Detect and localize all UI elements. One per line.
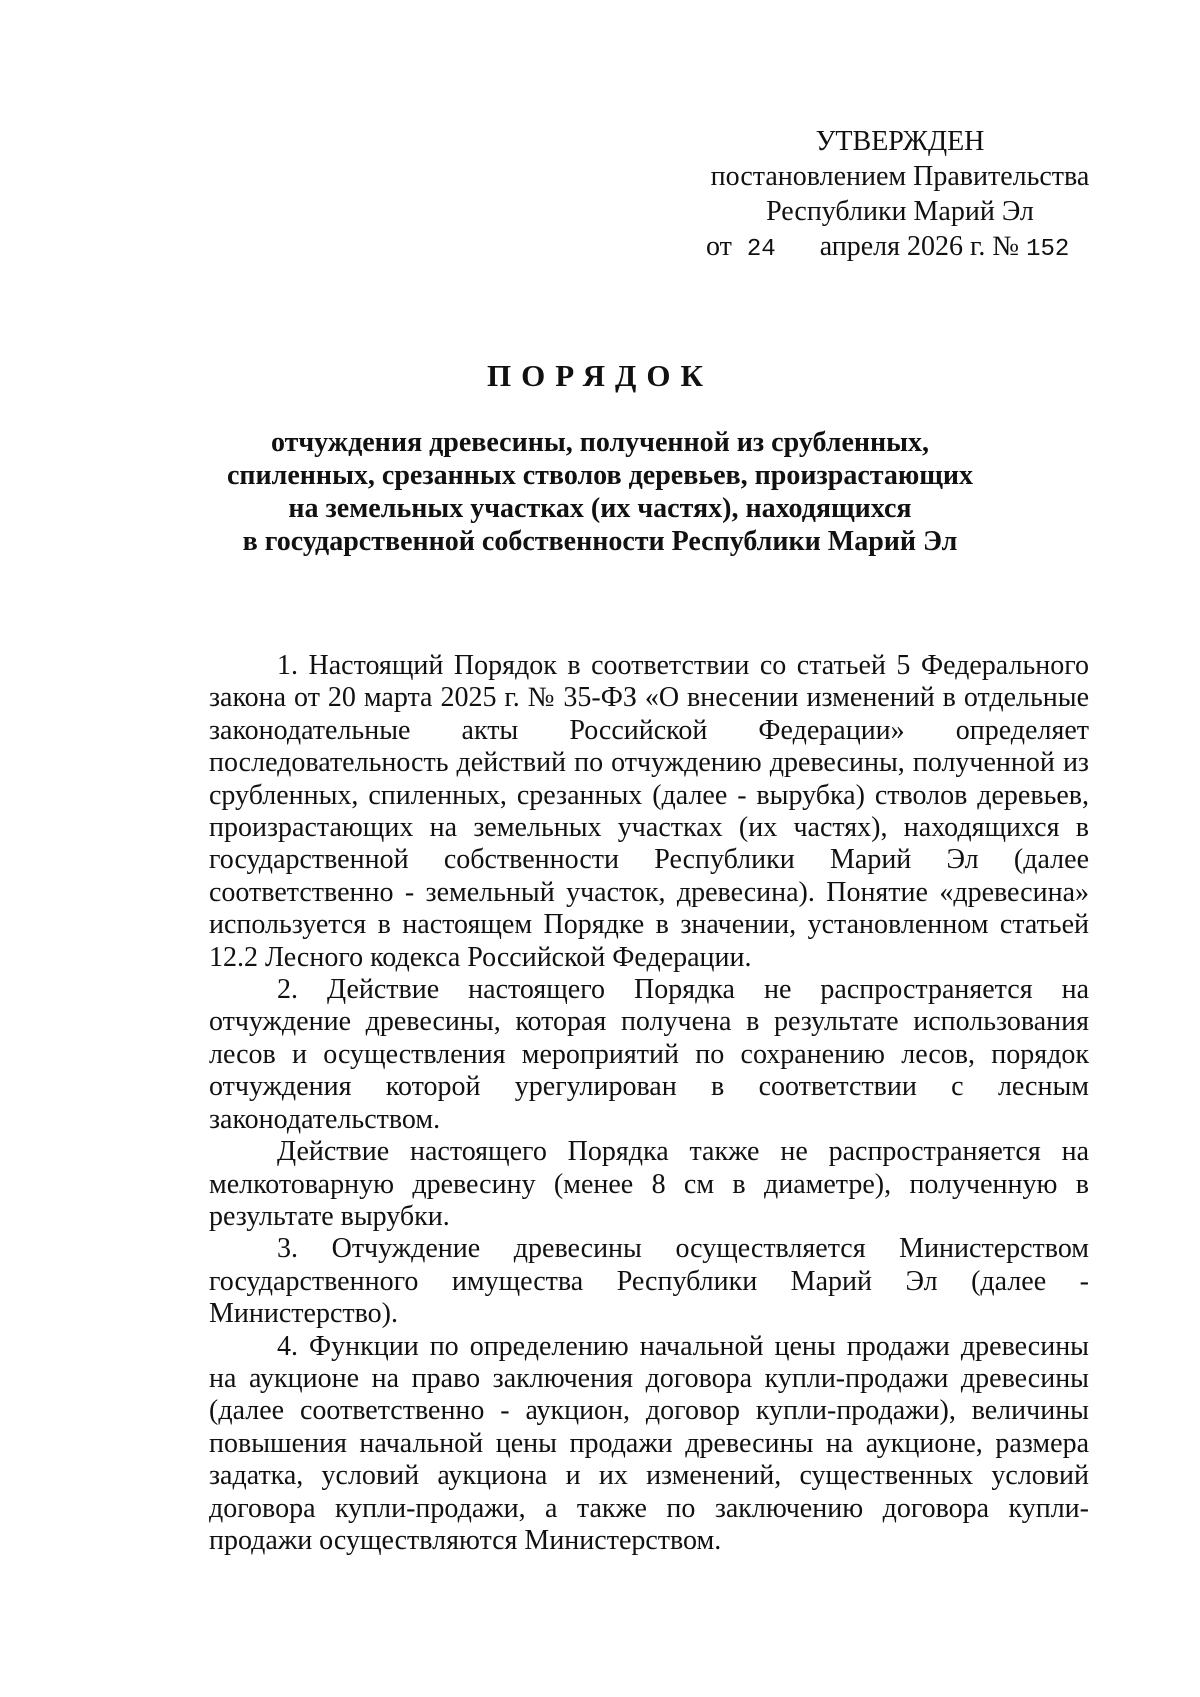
document-number: 152	[1026, 236, 1070, 263]
subtitle-line: на земельных участках (их частях), находящихся	[288, 493, 912, 524]
subtitle-line: спиленных, срезанных стволов деревьев, произрастающих	[226, 460, 974, 491]
subtitle-line: отчуждения древесины, полученной из срубленных,	[270, 427, 930, 458]
date-month-year: апреля 2026 г. №	[819, 231, 1020, 262]
approval-heading: УТВЕРЖДЕН	[815, 126, 985, 157]
paragraph-4: 4. Функции по определению начальной цены продажи древесины на аукционе на право заключения договора купли-продажи древесины (далее соответственно - аукцион, договор купли-продажи), величины повышения начальной цены продажи древесины на аукционе, размера задатка, условий аукциона и их изменений, существенных условий договора купли-продажи, а также по заключению договора купли-продажи осуществляются Министерством.	[209, 1330, 1089, 1556]
paragraph-2-continued: Действие настоящего Порядка также не распространяется на мелкотоварную древесину (менее 8 см в диаметре), полученную в результате вырубки.	[209, 1136, 1089, 1232]
document-body	[209, 650, 1089, 1557]
approval-line-2: постановлением Правительства	[710, 161, 1090, 192]
date-prefix: от	[706, 231, 732, 262]
paragraph-1: 1. Настоящий Порядок в соответствии со статьей 5 Федерального закона от 20 марта 2025 г. № 35-ФЗ «О внесении изменений в отдельные законодательные акты Российской Федерации» определяет последовательность действий по отчуждению древесины, полученной из срубленных, спиленных, срезанных (далее - вырубка) стволов деревьев, произрастающих на земельных участках (их частях), находящихся в государственной собственности Республики Марий Эл (далее соответственно - земельный участок, древесина). Понятие «древесина» используется в настоящем Порядке в значении, установленном статьей 12.2 Лесного кодекса Российской Федерации.	[209, 650, 1089, 973]
paragraph-3: 3. Отчуждение древесины осуществляется Министерством государственного имущества Республики Марий Эл (далее - Министерство).	[209, 1233, 1089, 1330]
date-day: 24	[746, 236, 776, 263]
document-subtitle	[150, 426, 1050, 558]
approval-stamp	[690, 124, 1110, 267]
approval-date-line	[690, 229, 1110, 267]
approval-line-3: Республики Марий Эл	[766, 196, 1034, 227]
paragraph-2: 2. Действие настоящего Порядка не распространяется на отчуждение древесины, которая получена в результате использования лесов и осуществления мероприятий по сохранению лесов, порядок отчуждения которой урегулирован в соответствии с лесным законодательством.	[209, 974, 1089, 1135]
document-title: ПОРЯДОК	[487, 358, 713, 393]
subtitle-line: в государственной собственности Республики Марий Эл	[242, 526, 958, 557]
